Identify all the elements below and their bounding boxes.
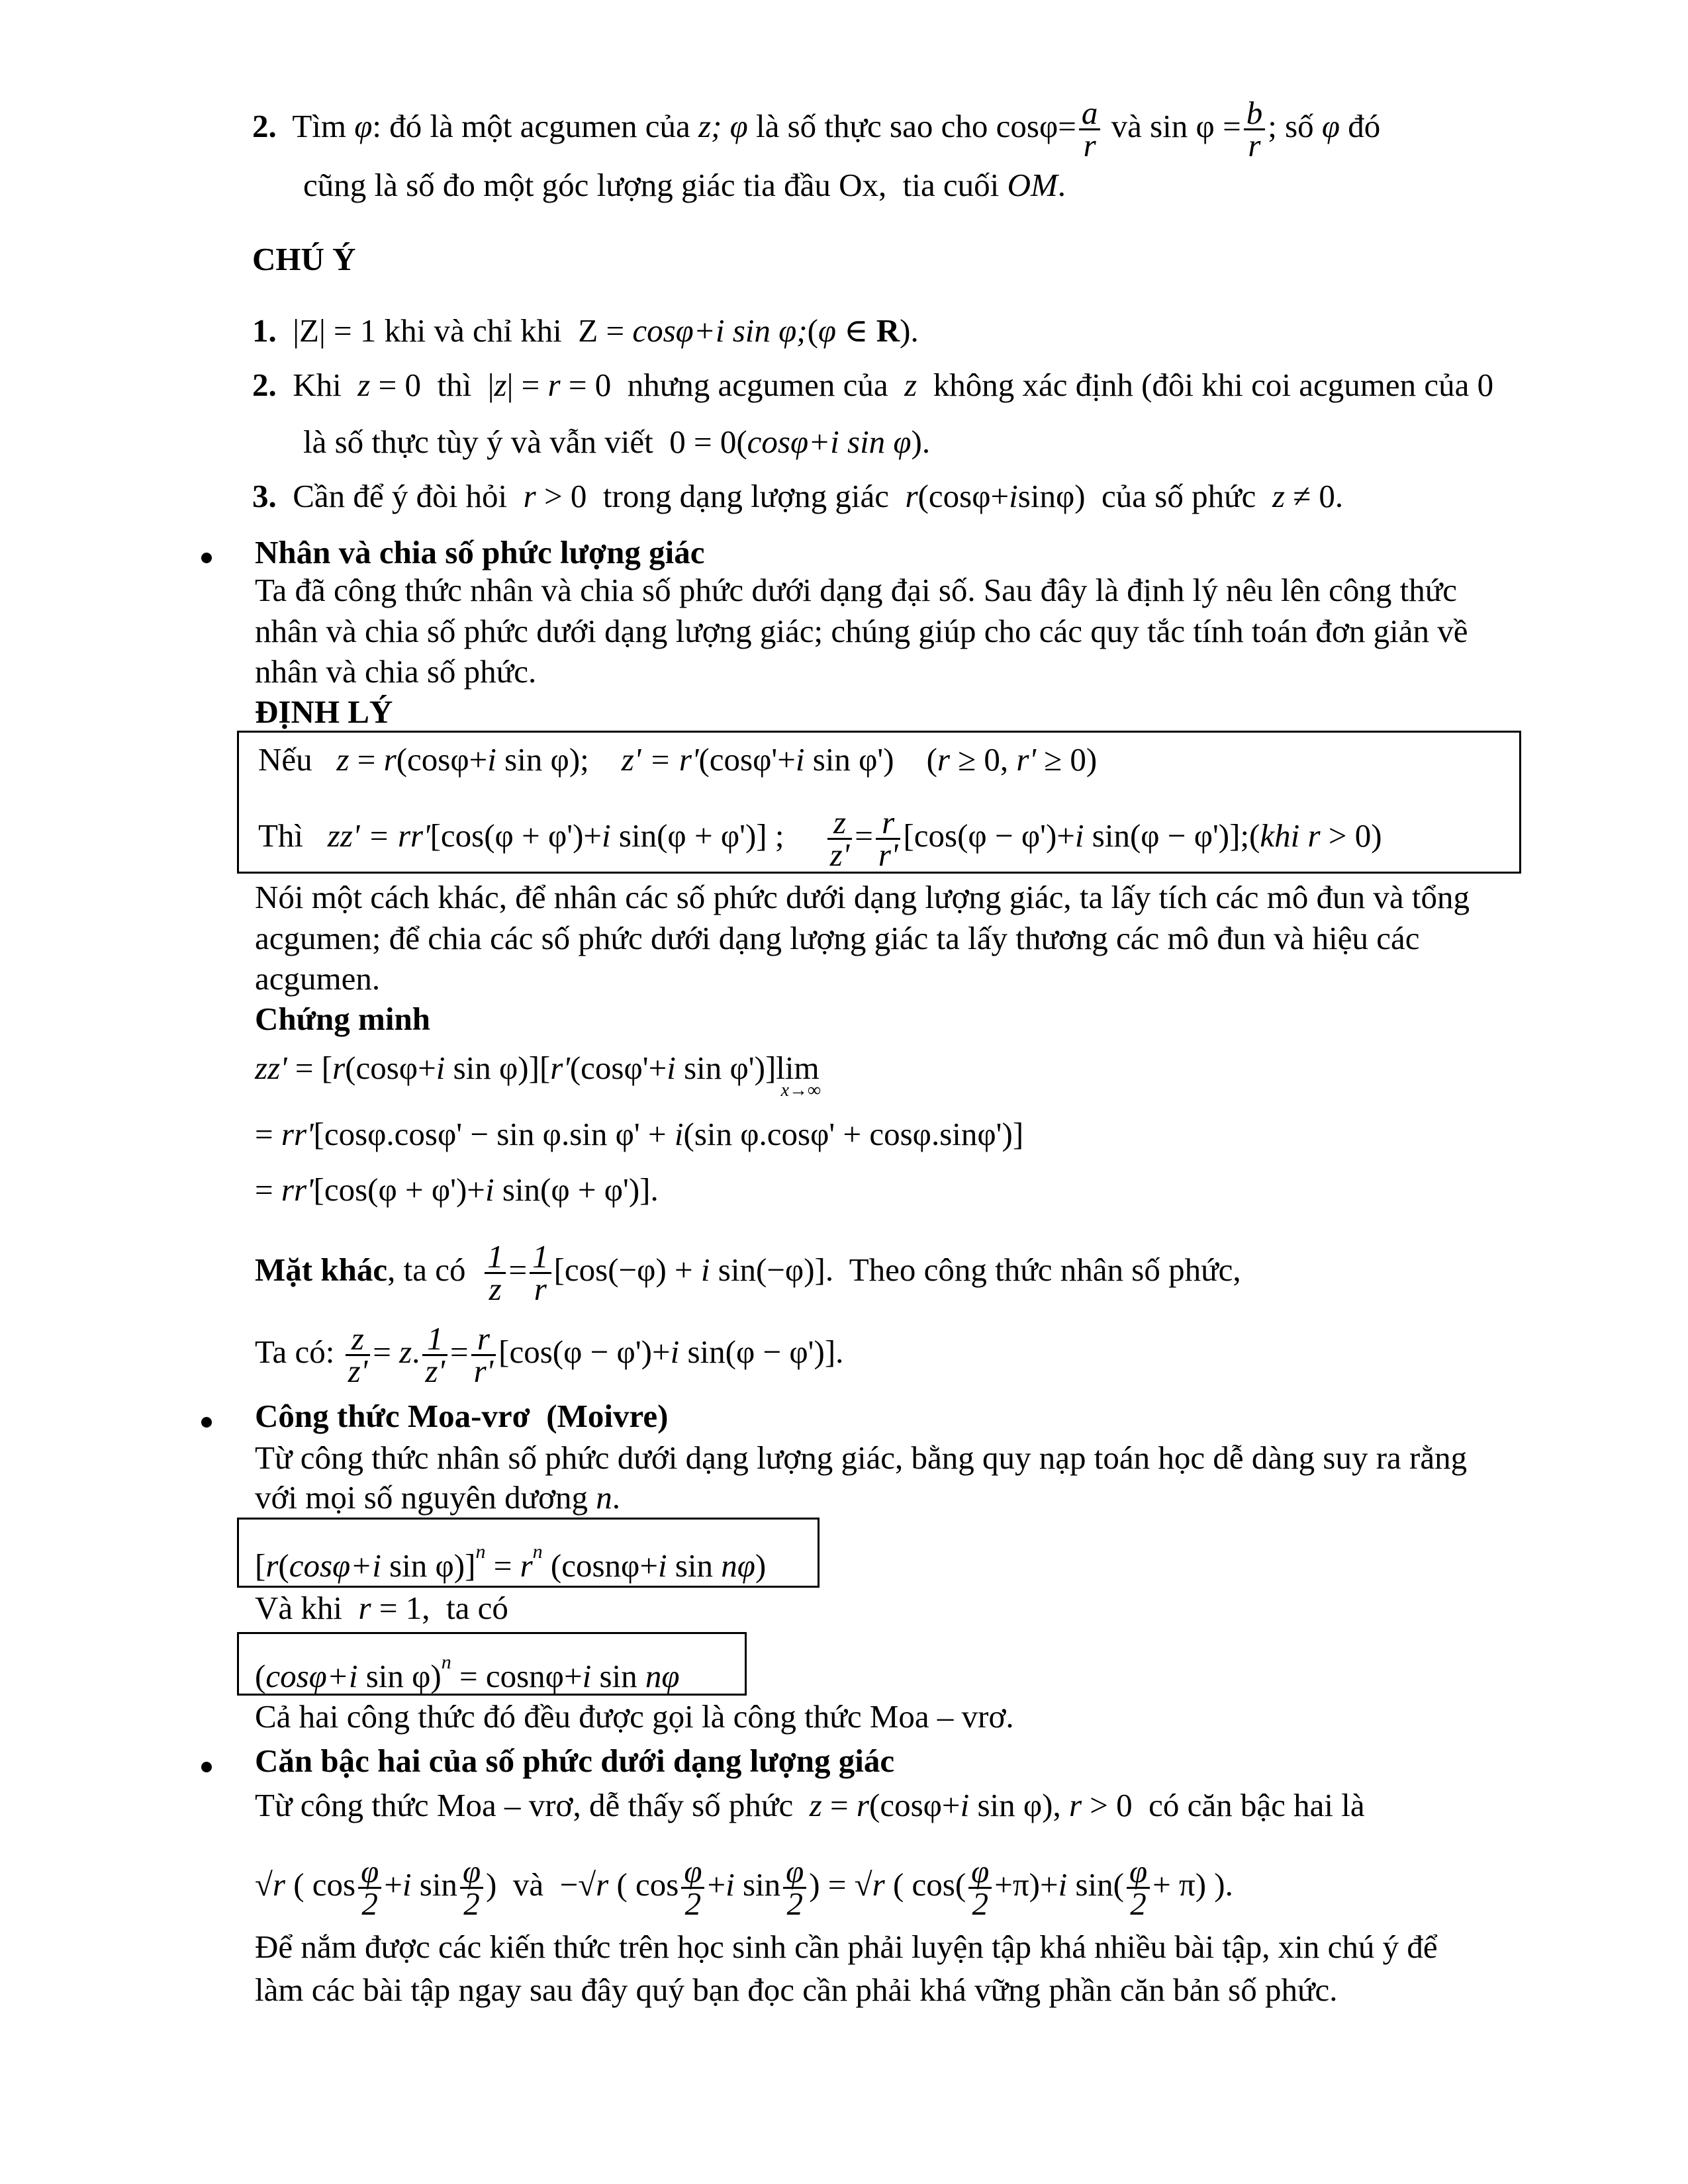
text: Nếu — [258, 741, 337, 778]
text: ). — [911, 424, 931, 460]
numerator: z — [346, 1324, 371, 1356]
text: ( cos — [285, 1866, 356, 1903]
text: ≥ 0, — [949, 741, 1017, 778]
math-text: nφ — [721, 1547, 755, 1584]
math-text: z — [494, 367, 507, 403]
math-text: z — [1272, 478, 1286, 514]
text: nhân và chia số phức. — [255, 653, 537, 690]
denominator: z — [489, 1271, 502, 1307]
denominator: 2 — [972, 1886, 988, 1922]
text: ≠ 0. — [1285, 478, 1344, 514]
math-text: i — [657, 1547, 667, 1584]
text: ( cos( — [884, 1866, 966, 1903]
text: = — [508, 1251, 528, 1288]
text: ( cos — [608, 1866, 679, 1903]
numerator: z — [827, 807, 853, 840]
numerator: φ — [460, 1856, 483, 1889]
text: Ta đã công thức nhân và chia số phức dưới dạng đại số. Sau đây là định lý nêu lên công thức — [255, 572, 1458, 608]
text-line — [252, 311, 919, 351]
text: Nói một cách khác, để nhân các số phức dưới dạng lượng giác, ta lấy tích các mô đun và tổng — [255, 879, 1470, 915]
text-line — [252, 477, 1343, 516]
text-line — [255, 1588, 508, 1628]
text: với mọi số nguyên dương — [255, 1479, 596, 1516]
text: và — [1103, 107, 1150, 144]
text: sin — [734, 1866, 781, 1903]
text-line — [255, 999, 430, 1039]
bullet-icon — [201, 553, 212, 563]
text-line — [255, 533, 705, 572]
math-text: i — [582, 1658, 592, 1694]
math-text: i — [960, 1787, 970, 1823]
text: : đó là một acgumen của — [372, 107, 698, 144]
bold-text: 1. — [252, 312, 285, 349]
text-line — [303, 422, 930, 462]
math-text: r — [358, 1590, 371, 1626]
text: [cos(φ + φ')+ — [313, 1171, 485, 1208]
text: sin φ)] — [381, 1547, 476, 1584]
math-text: i — [1058, 1866, 1068, 1903]
math-text: cosφ+i sin φ; — [632, 312, 808, 349]
text: Cần để ý đòi hỏi — [285, 478, 524, 514]
bullet-icon — [201, 1762, 212, 1772]
fraction — [1127, 1853, 1150, 1922]
math-text: r — [1068, 1787, 1082, 1823]
numerator: φ — [358, 1856, 381, 1889]
text: nhân và chia số phức dưới dạng lượng giác; chúng giúp cho các quy tắc tính toán đơn giản về — [255, 613, 1468, 649]
bold-text: 2. — [252, 107, 285, 144]
text-line — [252, 365, 1493, 405]
text: = cosnφ+ — [451, 1658, 583, 1694]
text: ) — [755, 1547, 767, 1584]
text: sin φ = — [1150, 107, 1241, 144]
math-text: z — [399, 1333, 412, 1370]
bold-text: 2. — [252, 367, 285, 403]
text: | = — [506, 367, 548, 403]
text: + π) ). — [1152, 1866, 1233, 1903]
bold-text: 3. — [252, 478, 285, 514]
text: = — [373, 1333, 400, 1370]
math-text: r — [272, 1866, 285, 1903]
bold-text: Mặt khác — [255, 1251, 388, 1288]
math-text: z — [809, 1787, 822, 1823]
text: sin(φ − φ')]. — [679, 1333, 844, 1370]
text-line — [252, 95, 1381, 163]
text-line — [255, 878, 1470, 917]
text: [cos(φ + φ')+ — [430, 817, 602, 854]
bold-text: Công thức Moa-vrơ (Moivre) — [255, 1398, 669, 1434]
text: ≥ 0) — [1035, 741, 1098, 778]
superscript: n — [475, 1541, 486, 1563]
math-text: i — [700, 1251, 710, 1288]
text: ∈ — [836, 312, 876, 349]
text: không xác định (đôi khi coi acgumen của 0 — [917, 367, 1494, 403]
math-text: cosφ+i — [289, 1547, 381, 1584]
text: > 0 trong dạng lượng giác — [536, 478, 906, 514]
denominator: r — [534, 1271, 547, 1307]
text-line — [255, 1927, 1438, 1967]
text-line — [255, 1741, 894, 1781]
text: sin( — [1067, 1866, 1124, 1903]
fraction — [530, 1238, 551, 1307]
text: Khi — [285, 367, 358, 403]
numerator: φ — [1127, 1856, 1150, 1889]
math-text: r — [905, 478, 918, 514]
text: (cosφ+ — [396, 741, 488, 778]
text: . — [412, 1333, 420, 1370]
text: là số thực sao cho — [747, 107, 996, 144]
text: ) và −√ — [486, 1866, 596, 1903]
text: = — [349, 741, 384, 778]
fraction — [358, 1853, 381, 1922]
math-text: zz' = rr' — [327, 817, 430, 854]
text-line — [255, 1396, 668, 1436]
text: ( — [255, 1658, 266, 1694]
denominator: 2 — [463, 1886, 480, 1922]
math-text: r — [332, 1050, 346, 1086]
text: = — [855, 817, 873, 854]
bold-text: Căn bậc hai của số phức dưới dạng lượng giác — [255, 1743, 895, 1779]
text: . — [612, 1479, 621, 1516]
text: (cosφ'+ — [569, 1050, 667, 1086]
text: Cả hai công thức đó đều được gọi là công thức Moa – vrơ. — [255, 1698, 1014, 1735]
numerator: a — [1079, 98, 1101, 130]
fraction — [876, 804, 901, 873]
math-text: r' — [1016, 741, 1036, 778]
text: = — [255, 1171, 281, 1208]
text: sin(φ − φ')];( — [1084, 817, 1260, 854]
text: = 0 nhưng acgumen của — [560, 367, 905, 403]
text: sin φ) — [357, 1658, 442, 1694]
text-line — [255, 652, 536, 692]
text: làm các bài tập ngay sau đây quý bạn đọc cần phải khá vững phần căn bản số phức. — [255, 1972, 1338, 2008]
text: (cosφ+ — [345, 1050, 436, 1086]
text: (cosφ+ — [917, 478, 1009, 514]
text-line — [255, 1478, 620, 1518]
math-text: i — [674, 1116, 684, 1152]
numerator: φ — [783, 1856, 806, 1889]
math-text: r — [872, 1866, 885, 1903]
text-line — [255, 692, 393, 732]
math-text: i — [1009, 478, 1018, 514]
text: (sin φ.cosφ' + cosφ.sinφ')] — [683, 1116, 1024, 1152]
text: (cosnφ+ — [542, 1547, 658, 1584]
denominator: r' — [878, 837, 898, 873]
text-line — [255, 1697, 1014, 1737]
text: [ — [255, 1547, 266, 1584]
math-text: r — [520, 1547, 533, 1584]
math-text: z; φ — [698, 107, 748, 144]
math-text: r — [265, 1547, 279, 1584]
text: sin φ)][ — [445, 1050, 551, 1086]
math-text: i — [670, 1333, 680, 1370]
denominator: z' — [425, 1353, 445, 1389]
denominator: z' — [829, 837, 850, 873]
text: , ta có — [387, 1251, 482, 1288]
text-line — [255, 1320, 844, 1389]
text-line — [255, 1786, 1365, 1825]
fraction — [460, 1853, 483, 1922]
text-line — [255, 1853, 1233, 1922]
text: sin — [591, 1658, 645, 1694]
text: [cosφ.cosφ' − sin φ.sin φ' + — [313, 1116, 675, 1152]
math-text: i — [485, 1171, 494, 1208]
text-line — [255, 959, 380, 999]
text-line — [258, 804, 1382, 873]
numerator: r — [876, 807, 901, 840]
math-text: OM — [1007, 167, 1058, 203]
numerator: b — [1244, 98, 1266, 130]
math-text: cosφ+i — [265, 1658, 358, 1694]
text: = — [821, 1787, 857, 1823]
denominator: r' — [473, 1353, 494, 1389]
text: = — [255, 1116, 281, 1152]
text-line — [255, 1532, 766, 1586]
text: = 1, ta có — [371, 1590, 508, 1626]
subscript: x→∞ — [780, 1080, 821, 1101]
bullet-icon — [201, 1417, 212, 1428]
math-text: r — [383, 741, 397, 778]
text: = [ — [287, 1050, 333, 1086]
text: sinφ) của số phức — [1017, 478, 1272, 514]
text: đó — [1340, 107, 1381, 144]
text: ) = √ — [809, 1866, 872, 1903]
text-line — [255, 1115, 1023, 1154]
text-line — [255, 1970, 1338, 2010]
math-text: z — [357, 367, 371, 403]
numerator: r — [471, 1324, 496, 1356]
text: + — [707, 1866, 726, 1903]
math-text: rr' — [281, 1171, 314, 1208]
math-text: r — [856, 1787, 869, 1823]
text: Từ công thức nhân số phức dưới dạng lượng giác, bằng quy nạp toán học dễ dàng suy ra rằng — [255, 1439, 1468, 1476]
math-text: n — [596, 1479, 612, 1516]
text: sin(φ + φ')] ; — [610, 817, 825, 854]
text: sin — [667, 1547, 722, 1584]
math-text: z' = r' — [621, 741, 699, 778]
text: (cosφ+ — [869, 1787, 961, 1823]
text: > 0) — [1320, 817, 1382, 854]
numerator: φ — [968, 1856, 992, 1889]
text: sin φ); — [496, 741, 622, 778]
fraction — [681, 1853, 704, 1922]
denominator: 2 — [361, 1886, 378, 1922]
text: sin φ), — [969, 1787, 1069, 1823]
math-text: r — [523, 478, 536, 514]
math-text: φ — [354, 107, 373, 144]
fraction — [783, 1853, 806, 1922]
text: + — [384, 1866, 402, 1903]
text-line — [303, 165, 1066, 205]
text: sin(φ + φ')]. — [494, 1171, 659, 1208]
math-text: φ — [1321, 107, 1340, 144]
text: sin φ') ( — [804, 741, 937, 778]
math-text: i — [402, 1866, 412, 1903]
text-line — [255, 1238, 1241, 1307]
numerator: 1 — [422, 1324, 447, 1356]
text: [cos(−φ) + — [553, 1251, 701, 1288]
fraction — [968, 1853, 992, 1922]
fraction — [1244, 95, 1266, 163]
text: là số thực tùy ý và vẫn viết 0 = 0( — [303, 424, 747, 460]
text-line — [255, 919, 1420, 958]
text: = — [449, 1333, 469, 1370]
bold-text: R — [876, 312, 900, 349]
text-line — [255, 612, 1468, 651]
math-text: zz' — [255, 1050, 287, 1086]
numerator: φ — [681, 1856, 704, 1889]
math-text: i — [1074, 817, 1084, 854]
math-text: r — [547, 367, 561, 403]
text: = 0 thì | — [370, 367, 494, 403]
text: Thì — [258, 817, 328, 854]
math-text: r' — [550, 1050, 570, 1086]
math-text: z — [904, 367, 917, 403]
superscript: n — [532, 1541, 543, 1563]
bold-text: CHÚ Ý — [252, 241, 356, 277]
text: +π)+ — [994, 1866, 1058, 1903]
text: [cos(φ − φ')+ — [903, 817, 1075, 854]
text: sin — [411, 1866, 457, 1903]
denominator: r — [1248, 127, 1261, 163]
text-line — [255, 1643, 680, 1696]
text: (cosφ'+ — [698, 741, 796, 778]
fraction — [485, 1238, 506, 1307]
text: sin(−φ)]. Theo công thức nhân số phức, — [710, 1251, 1241, 1288]
math-text: nφ — [645, 1658, 680, 1694]
text: = — [485, 1547, 520, 1584]
text: acgumen; để chia các số phức dưới dạng lượng giác ta lấy thương các mô đun và hiệu các — [255, 920, 1420, 956]
fraction — [422, 1320, 447, 1389]
text-line — [255, 1170, 659, 1210]
text: cũng là số đo một góc lượng giác tia đầu Ox, tia cuối — [303, 167, 1008, 203]
text: Ta có: — [255, 1333, 343, 1370]
fraction — [346, 1320, 371, 1389]
text: Từ công thức Moa – vrơ, dễ thấy số phức — [255, 1787, 810, 1823]
math-text: i — [726, 1866, 735, 1903]
denominator: 2 — [684, 1886, 702, 1922]
bold-text: Chứng minh — [255, 1001, 430, 1037]
math-text: i — [436, 1050, 445, 1086]
text: Và khi — [255, 1590, 359, 1626]
fraction — [471, 1320, 496, 1389]
text-line — [252, 240, 356, 279]
text: ). — [900, 312, 919, 349]
text: > 0 có căn bậc hai là — [1082, 1787, 1365, 1823]
math-text: φ — [818, 312, 836, 349]
denominator: 2 — [786, 1886, 803, 1922]
math-text: z — [336, 741, 350, 778]
superscript: n — [441, 1651, 451, 1673]
text: |Z| = 1 khi và chỉ khi Z = — [285, 312, 633, 349]
text: ( — [278, 1547, 289, 1584]
numerator: 1 — [485, 1242, 506, 1274]
denominator: r — [1083, 127, 1096, 163]
text-line — [255, 570, 1457, 610]
text: . — [1057, 167, 1066, 203]
denominator: 2 — [1130, 1886, 1147, 1922]
text: ( — [807, 312, 818, 349]
text: ; số — [1268, 107, 1322, 144]
text: sin φ')]lim — [675, 1050, 820, 1086]
text-line — [255, 1438, 1467, 1478]
denominator: z' — [348, 1353, 368, 1389]
text: [cos(φ − φ')+ — [498, 1333, 671, 1370]
text: Để nắm được các kiến thức trên học sinh cần phải luyện tập khá nhiều bài tập, xin chú ý để — [255, 1929, 1438, 1965]
fraction — [827, 804, 853, 873]
math-text: i — [487, 741, 496, 778]
math-text: r — [937, 741, 950, 778]
math-text: cosφ+i sin φ — [747, 424, 912, 460]
text: acgumen. — [255, 960, 381, 997]
math-text: khi r — [1260, 817, 1321, 854]
numerator: 1 — [530, 1242, 551, 1274]
text: Tìm — [285, 107, 355, 144]
text: cosφ= — [996, 107, 1076, 144]
fraction — [1079, 95, 1101, 163]
math-text: i — [795, 741, 805, 778]
bold-text: ĐỊNH LÝ — [255, 694, 393, 730]
text-line — [255, 1048, 821, 1111]
math-text: i — [667, 1050, 676, 1086]
text-line — [258, 740, 1097, 780]
math-text: rr' — [281, 1116, 314, 1152]
text: √ — [255, 1866, 273, 1903]
math-text: r — [596, 1866, 609, 1903]
math-text: i — [602, 817, 611, 854]
bold-text: Nhân và chia số phức lượng giác — [255, 534, 705, 570]
